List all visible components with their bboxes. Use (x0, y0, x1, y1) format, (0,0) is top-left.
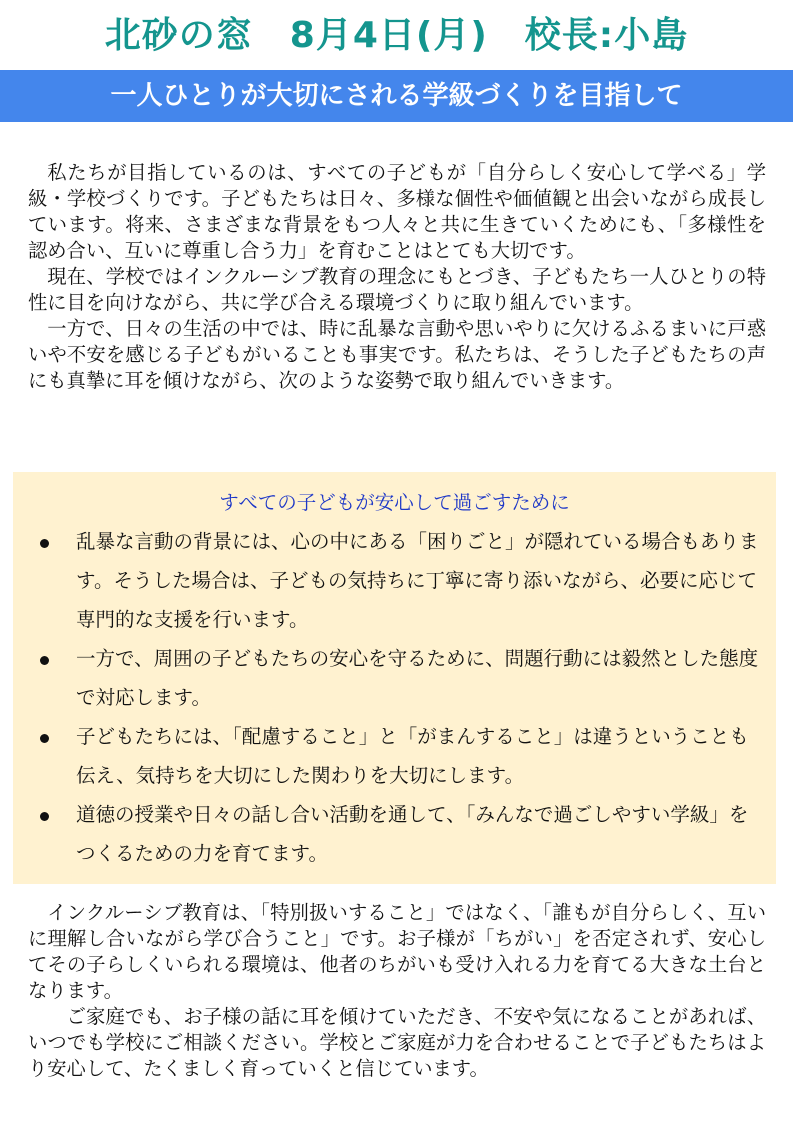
policy-box (13, 472, 776, 884)
list-item-text: 道徳の授業や日々の話し合い活動を通して、「みんなで過ごしやすい学級」をつくるための力を育てます。 (76, 803, 749, 865)
closing-paragraph: ご家庭でも、お子様の話に耳を傾けていただき、不安や気になることがあれば、いつでも学校にご相談ください。学校とご家庭が力を合わせることで子どもたちはより安心して、たくましく育っていくと信じています。 (28, 1005, 766, 1080)
subtitle-text: 一人ひとりが大切にされる学級づくりを目指して (110, 81, 683, 111)
bullet-icon (40, 539, 49, 548)
list-item-text: 一方で、周囲の子どもたちの安心を守るために、問題行動には毅然とした態度で対応します。 (76, 647, 759, 709)
list-item-text: 子どもたちには、「配慮すること」と「がまんすること」は違うということも伝え、気持ちを大切にした関わりを大切にします。 (76, 725, 749, 787)
list-item (13, 795, 776, 873)
policy-box-title: すべての子どもが安心して過ごすために (219, 491, 570, 514)
list-item-text: 乱暴な言動の背景には、心の中にある「困りごと」が隠れている場合もあります。そうした場合は、子どもの気持ちに丁寧に寄り添いながら、必要に応じて専門的な支援を行います。 (76, 530, 759, 631)
list-item (13, 522, 776, 639)
closing-section (28, 900, 766, 1082)
bullet-icon (40, 812, 49, 821)
intro-paragraph: 現在、学校ではインクルーシブ教育の理念にもとづき、子どもたち一人ひとりの特性に目を向けながら、共に学び合える環境づくりに取り組んでいます。 (28, 265, 766, 314)
page-title: 北砂の窓 8月4日(月) 校長:小島 (104, 15, 689, 56)
list-item (13, 639, 776, 717)
list-item (13, 717, 776, 795)
subtitle-banner (0, 70, 793, 122)
intro-section (28, 160, 766, 394)
intro-paragraph: 一方で、日々の生活の中では、時に乱暴な言動や思いやりに欠けるふるまいに戸惑いや不安を感じる子どもがいることも事実です。私たちは、そうした子どもたちの声にも真摯に耳を傾けながら、次のような姿勢で取り組んでいきます。 (28, 317, 766, 392)
bullet-icon (40, 734, 49, 743)
closing-paragraph: インクルーシブ教育は、「特別扱いすること」ではなく、「誰もが自分らしく、互いに理解し合いながら学び合うこと」です。お子様が「ちがい」を否定されず、安心してその子らしくいられる環境は、他者のちがいも受け入れる力を育てる大きな土台となります。 (28, 901, 766, 1002)
intro-paragraph: 私たちが目指しているのは、すべての子どもが「自分らしく安心して学べる」学級・学校づくりです。子どもたちは日々、多様な個性や価値観と出会いながら成長しています。将来、さまざまな背景をもつ人々と共に生きていくためにも、「多様性を認め合い、互いに尊重し合う力」を育むことはとても大切です。 (28, 161, 766, 262)
bullet-icon (40, 656, 49, 665)
policy-list (13, 522, 776, 873)
